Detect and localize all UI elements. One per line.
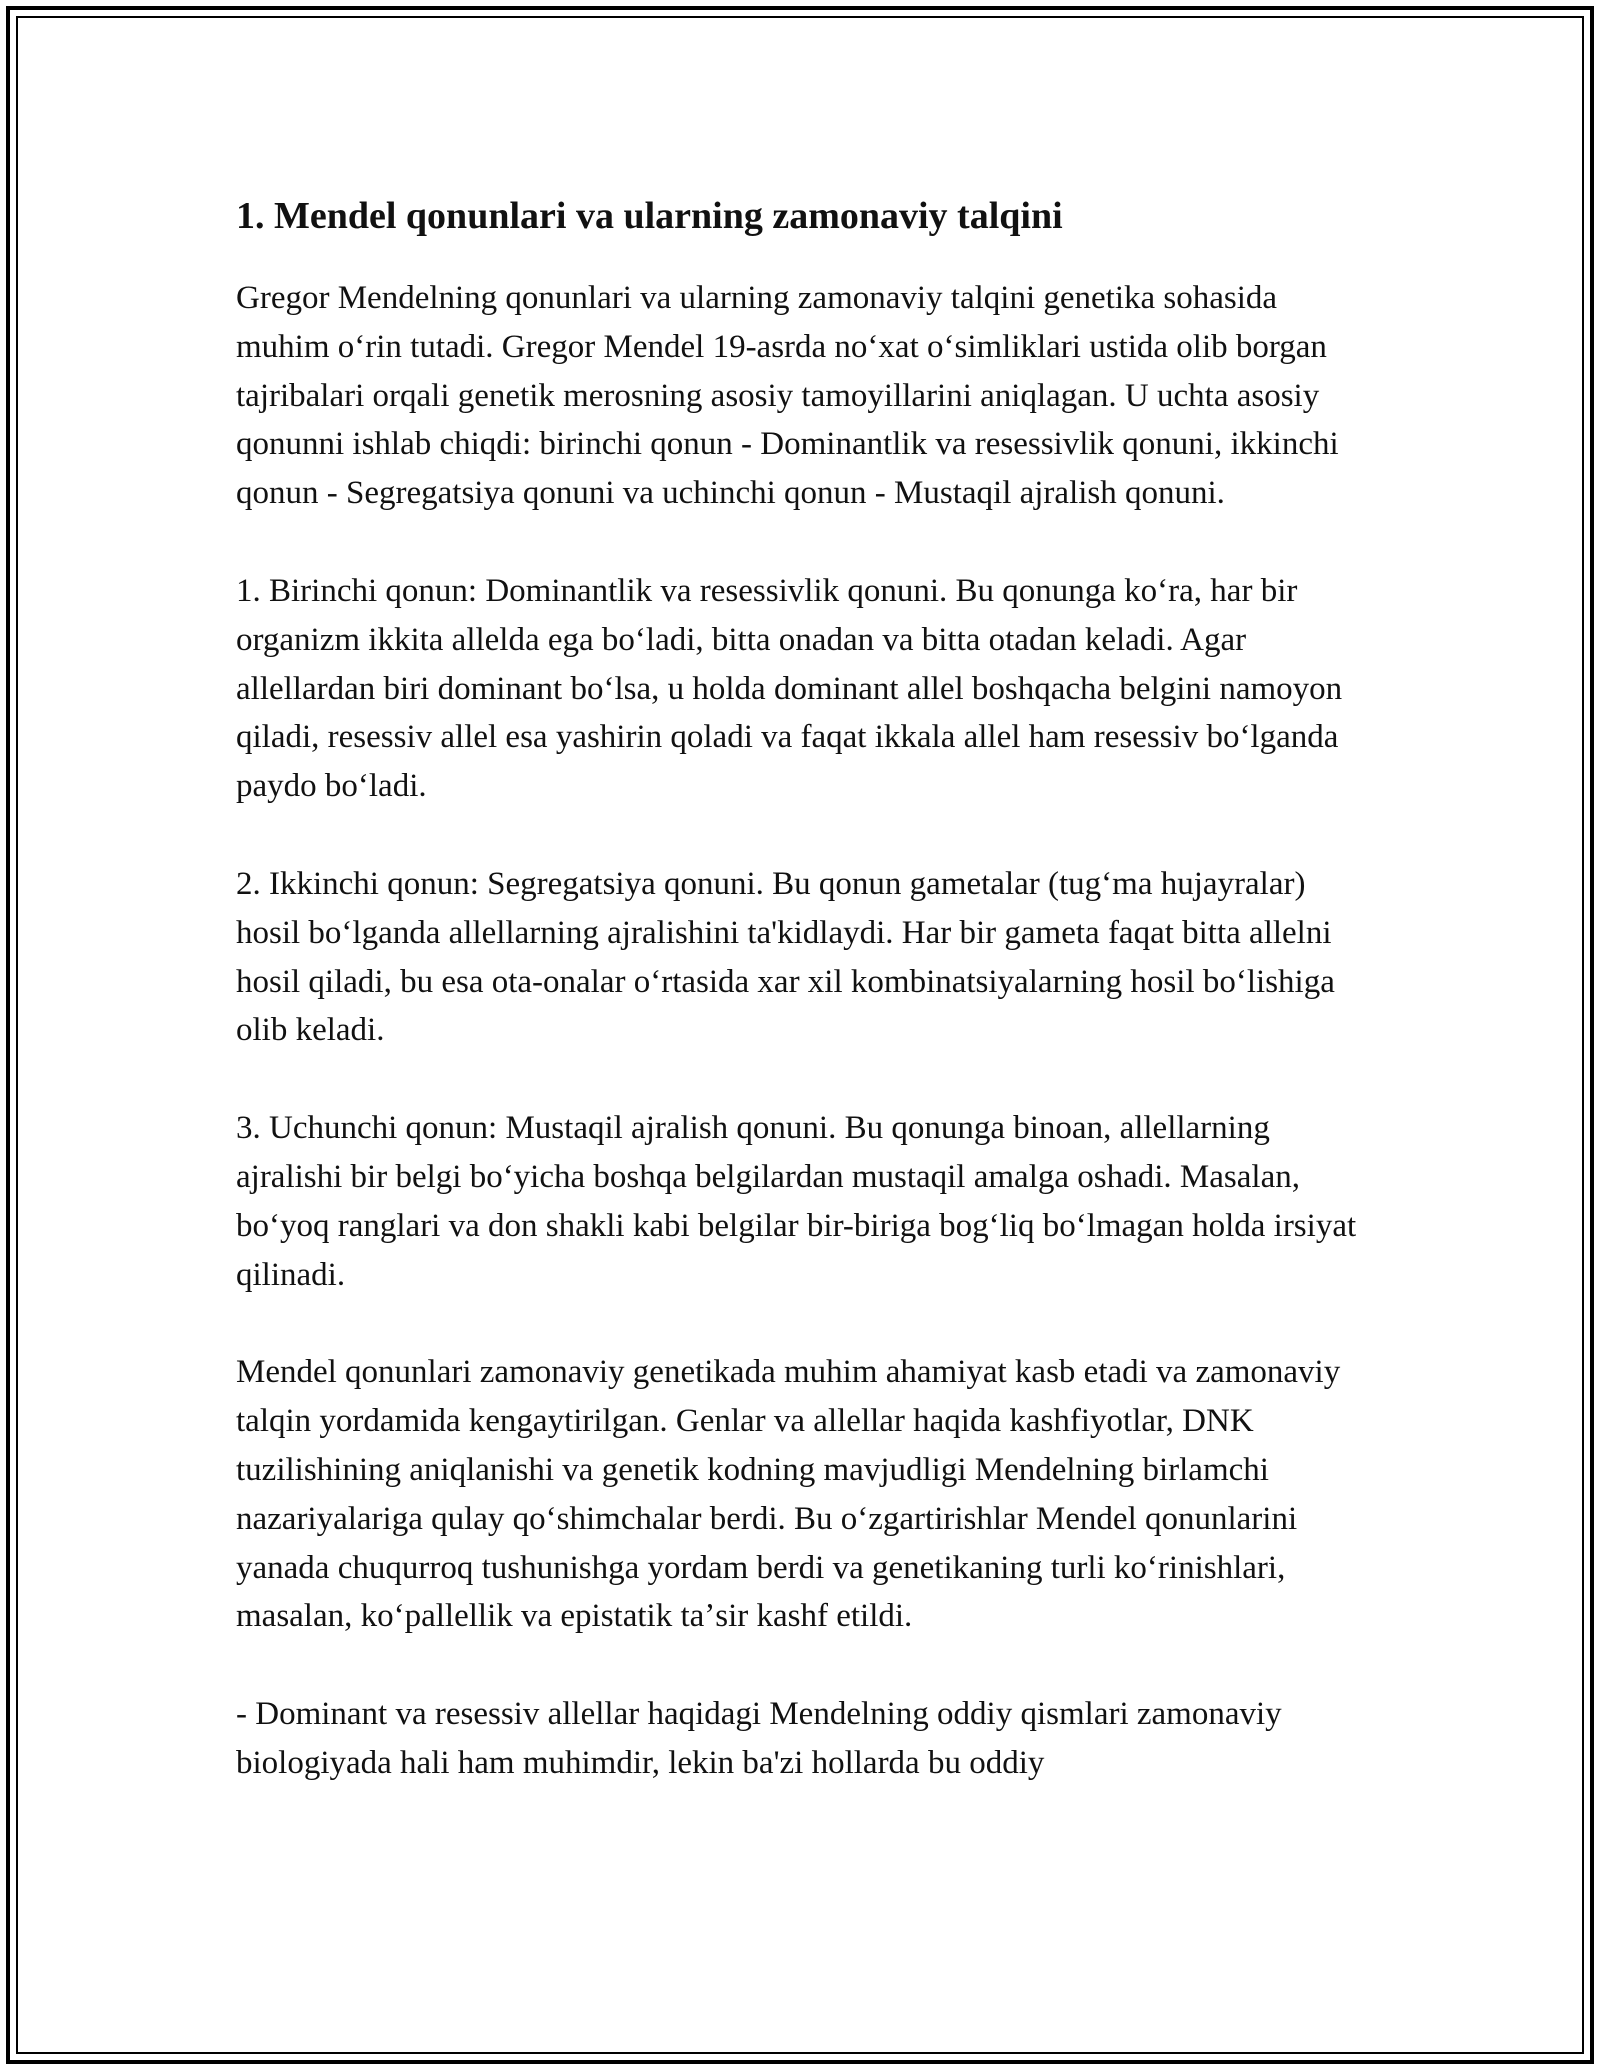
document-body <box>236 188 1376 1837</box>
paragraph-third-law: 3. Uchunchi qonun: Mustaqil ajralish qonuni. Bu qonunga binoan, allellarning ajralishi bir belgi boʻyicha boshqa belgilardan mustaqil amalga oshadi. Masalan, boʻyoq ranglari va don shakli kabi belgilar bir-biriga bogʻliq boʻlmagan holda irsiyat qilinadi. <box>236 1110 1357 1293</box>
paragraph-intro: Gregor Mendelning qonunlari va ularning zamonaviy talqini genetika sohasida muhim oʻrin tutadi. Gregor Mendel 19-asrda noʻxat oʻsimliklari ustida olib borgan tajribalari orqali genetik merosning asosiy tamoyillarini aniqlagan. U uchta asosiy qonunni ishlab chiqdi: birinchi qonun - Dominantlik va resessivlik qonuni, ikkinchi qonun - Segregatsiya qonuni va uchinchi qonun - Mustaqil ajralish qonuni. <box>236 280 1339 512</box>
paragraph-dominant-recessive-note: - Dominant va resessiv allellar haqidagi Mendelning oddiy qismlari zamonaviy biologiyada hali ham muhimdir, lekin ba'zi hollarda bu oddiy <box>236 1696 1282 1781</box>
document-heading: 1. Mendel qonunlari va ularning zamonaviy talqini <box>236 195 1063 237</box>
paragraph-second-law: 2. Ikkinchi qonun: Segregatsiya qonuni. Bu qonun gametalar (tugʻma hujayralar) hosil boʻlganda allellarning ajralishini ta'kidlaydi. Har bir gameta faqat bitta allelni hosil qiladi, bu esa ota-onalar oʻrtasida xar xil kombinatsiyalarning hosil boʻlishiga olib keladi. <box>236 865 1335 1049</box>
paragraph-first-law: 1. Birinchi qonun: Dominantlik va resessivlik qonuni. Bu qonunga koʻra, har bir organizm ikkita allelda ega boʻladi, bitta onadan va bitta otadan keladi. Agar allellardan biri dominant boʻlsa, u holda dominant allel boshqacha belgini namoyon qiladi, resessiv allel esa yashirin qoladi va faqat ikkala allel ham resessiv boʻlganda paydo boʻladi. <box>236 572 1343 805</box>
paragraph-modern-interpretation: Mendel qonunlari zamonaviy genetikada muhim ahamiyat kasb etadi va zamonaviy talqin yordamida kengaytirilgan. Genlar va allellar haqida kashfiyotlar, DNK tuzilishining aniqlanishi va genetik kodning mavjudligi Mendelning birlamchi nazariyalariga qulay qoʻshimchalar berdi. Bu oʻzgartirishlar Mendel qonunlarini yanada chuqurroq tushunishga yordam berdi va genetikaning turli koʻrinishlari, masalan, koʻpallellik va epistatik taʼsir kashf etildi. <box>236 1354 1341 1635</box>
